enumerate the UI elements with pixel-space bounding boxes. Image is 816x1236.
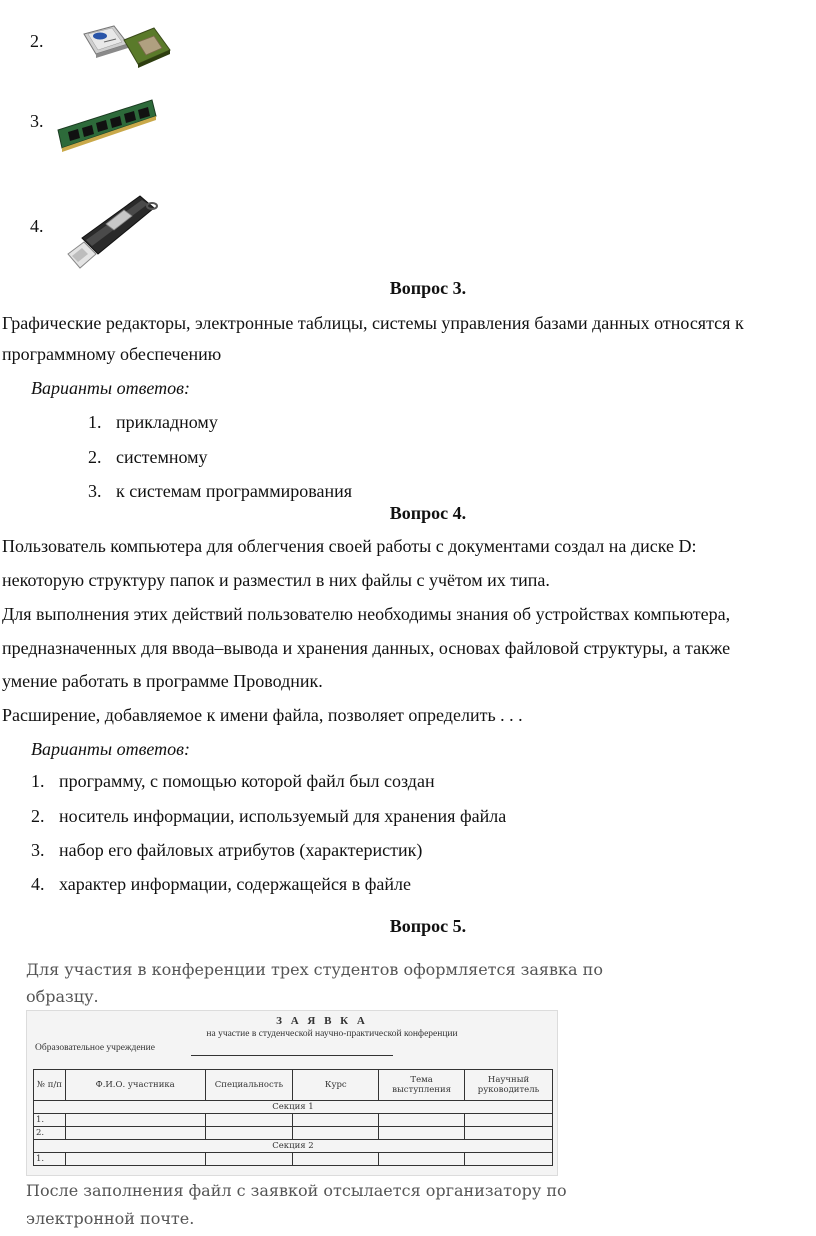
section-1-label: Секция 1 [34,1101,553,1114]
q4-option-1-number: 1. [31,771,45,791]
section-2-label: Секция 2 [34,1140,553,1153]
application-table [33,1069,553,1166]
q4-option-3-number: 3. [31,840,45,860]
question-5-outro-line-2: электронной почте. [26,1209,195,1228]
column-header: Курс [293,1070,379,1101]
form-title: З А Я В К А [276,1015,368,1027]
q3-option-1-number: 1. [88,412,102,432]
column-header: Ф.И.О. участника [65,1070,205,1101]
row-number: 1. [34,1153,66,1166]
table-row [34,1153,553,1166]
question-5-intro-line-2: образцу. [26,987,99,1006]
question-5-heading: Вопрос 5. [389,916,467,936]
q3-option-2-number: 2. [88,447,102,467]
table-header-row [34,1070,553,1101]
form-subtitle: на участие в студенческой научно-практической конференции [206,1029,458,1039]
table-section-row [34,1140,553,1153]
form-institution-label: Образовательное учреждение [35,1043,155,1053]
question-3-text-line-1: Графические редакторы, электронные таблицы, системы управления базами данных относятся к [2,313,744,333]
question-4-line-5: умение работать в программе Проводник. [2,671,323,691]
application-form-image [26,1010,558,1176]
column-header: Научный руководитель [465,1070,553,1101]
ram-module-image [52,94,160,160]
question-3-heading: Вопрос 3. [389,278,467,298]
usb-flash-drive-image [62,188,160,274]
q3-option-3-number: 3. [88,481,102,501]
question-4-line-6: Расширение, добавляемое к имени файла, позволяет определить . . . [2,705,523,725]
question-3-text-line-2: программному обеспечению [2,344,222,364]
q3-option-2-text: системному [116,447,208,467]
question-5-intro-line-1: Для участия в конференции трех студентов оформляется заявка по [26,960,603,979]
q3-option-3-text: к системам программирования [116,481,353,501]
item-number-3: 3. [30,111,44,131]
item-number-2: 2. [30,31,44,51]
q4-option-4-text: характер информации, содержащейся в файле [59,874,411,894]
q4-option-4-number: 4. [31,874,45,894]
q4-option-3-text: набор его файловых атрибутов (характеристик) [59,840,423,860]
q4-option-2-text: носитель информации, используемый для хранения файла [59,806,507,826]
q4-option-1-text: программу, с помощью которой файл был создан [59,771,435,791]
question-4-line-3: Для выполнения этих действий пользователю необходимы знания об устройствах компьютера, [2,604,731,624]
table-section-row [34,1101,553,1114]
question-4-variants-label: Варианты ответов: [31,739,190,759]
question-4-line-4: предназначенных для ввода–вывода и хранения данных, основах файловой структуры, а также [2,638,731,658]
row-number: 2. [34,1127,66,1140]
row-number: 1. [34,1114,66,1127]
table-row [34,1114,553,1127]
question-4-line-2: некоторую структуру папок и разместил в них файлы с учётом их типа. [2,570,550,590]
form-institution-line [191,1055,393,1056]
column-header: № п/п [34,1070,66,1101]
table-row [34,1127,553,1140]
cpu-chips-image [76,22,171,72]
question-5-outro-line-1: После заполнения файл с заявкой отсылается организатору по [26,1181,567,1200]
q3-option-1-text: прикладному [116,412,218,432]
question-4-heading: Вопрос 4. [389,503,467,523]
item-number-4: 4. [30,216,44,236]
question-3-variants-label: Варианты ответов: [31,378,190,398]
q4-option-2-number: 2. [31,806,45,826]
question-4-line-1: Пользователь компьютера для облегчения своей работы с документами создал на диске D: [2,536,697,556]
column-header: Специальность [205,1070,293,1101]
column-header: Тема выступления [379,1070,465,1101]
